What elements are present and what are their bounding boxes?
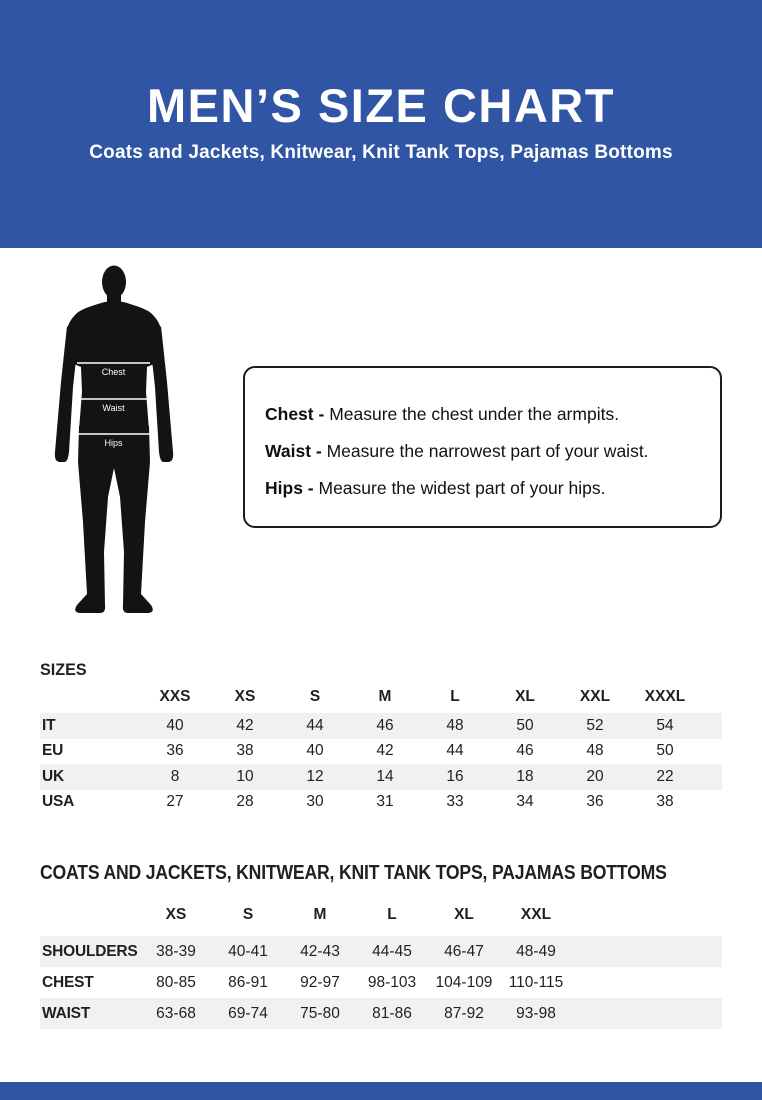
row-label: EU	[42, 742, 64, 760]
sizes-heading: SIZES	[40, 660, 87, 679]
size-value: 42	[236, 716, 254, 734]
size-value: 16	[446, 767, 464, 785]
size-value: 54	[656, 716, 674, 734]
table-row-shoulders	[40, 936, 722, 967]
col-header: XS	[234, 688, 256, 705]
measure-value: 87-92	[444, 1004, 484, 1022]
measure-value: 104-109	[435, 973, 493, 991]
size-value: 28	[236, 793, 254, 811]
table-row-chest	[40, 967, 722, 998]
page-subtitle: Coats and Jackets, Knitwear, Knit Tank Tops, Pajamas Bottoms	[89, 142, 673, 163]
size-value: 48	[586, 742, 604, 760]
male-silhouette-graphic	[50, 262, 178, 622]
hips-line-label: Hips	[104, 438, 123, 448]
body-silhouette	[50, 262, 178, 622]
garment-table-heading: COATS AND JACKETS, KNITWEAR, KNIT TANK TOPS, PAJAMAS BOTTOMS	[40, 862, 667, 884]
col-header: M	[378, 688, 392, 705]
size-value: 44	[446, 742, 464, 760]
col-header: XXS	[159, 688, 191, 705]
instruction-hips-term: Hips -	[265, 478, 314, 498]
size-value: 36	[586, 793, 604, 811]
size-value: 50	[656, 742, 674, 760]
size-value: 44	[306, 716, 324, 734]
sizes-header-row	[40, 686, 722, 708]
measure-value: 81-86	[372, 1004, 412, 1022]
instruction-waist-text: Measure the narrowest part of your waist.	[326, 441, 649, 461]
size-value: 52	[586, 716, 604, 734]
measure-value: 93-98	[516, 1004, 556, 1022]
size-value: 8	[170, 767, 180, 785]
measure-value: 92-97	[300, 973, 340, 991]
size-value: 30	[306, 793, 324, 811]
col-header: M	[313, 906, 327, 923]
measure-value: 38-39	[156, 942, 196, 960]
measure-value: 40-41	[228, 942, 268, 960]
measure-value: 75-80	[300, 1004, 340, 1022]
garment-measurements-table	[40, 903, 722, 1029]
silhouette-right-arm	[150, 326, 173, 462]
col-header: XXL	[579, 688, 611, 705]
measure-value: 42-43	[300, 942, 340, 960]
size-value: 40	[306, 742, 324, 760]
measure-value: 46-47	[444, 942, 484, 960]
measure-value: 86-91	[228, 973, 268, 991]
measure-instructions-box	[243, 366, 722, 528]
measure-value: 98-103	[367, 973, 417, 991]
col-header: S	[309, 688, 321, 705]
col-header: XXL	[520, 906, 552, 923]
size-value: 46	[376, 716, 394, 734]
size-value: 38	[656, 793, 674, 811]
instruction-hips	[265, 478, 702, 499]
row-label: CHEST	[42, 973, 94, 991]
measure-value: 48-49	[516, 942, 556, 960]
instruction-chest	[265, 404, 702, 425]
col-header: S	[242, 906, 254, 923]
col-header: XS	[165, 906, 187, 923]
size-value: 46	[516, 742, 534, 760]
size-value: 50	[516, 716, 534, 734]
size-value: 38	[236, 742, 254, 760]
instruction-waist	[265, 441, 702, 462]
size-value: 31	[376, 793, 394, 811]
instruction-waist-term: Waist -	[265, 441, 322, 461]
size-value: 14	[376, 767, 394, 785]
chest-line-label: Chest	[101, 367, 126, 377]
garment-header-row	[40, 903, 722, 927]
silhouette-left-arm	[55, 326, 78, 462]
measure-value: 69-74	[228, 1004, 268, 1022]
size-value: 22	[656, 767, 674, 785]
measure-value: 110-115	[508, 973, 564, 991]
waist-line-label: Waist	[102, 403, 125, 413]
row-label: WAIST	[42, 1004, 91, 1022]
silhouette-legs	[75, 426, 153, 613]
col-header: XL	[515, 688, 535, 705]
measure-value: 44-45	[372, 942, 412, 960]
size-value: 42	[376, 742, 394, 760]
table-row-it	[40, 713, 722, 739]
size-value: 33	[446, 793, 464, 811]
col-header: XXXL	[644, 688, 686, 705]
table-row-usa	[40, 790, 722, 816]
col-header: L	[450, 688, 460, 705]
size-value: 27	[166, 793, 184, 811]
instruction-chest-term: Chest -	[265, 404, 325, 424]
instruction-chest-text: Measure the chest under the armpits.	[329, 404, 620, 424]
measure-value: 80-85	[156, 973, 196, 991]
row-label: USA	[42, 793, 75, 811]
size-value: 12	[306, 767, 324, 785]
row-label: UK	[42, 767, 64, 785]
size-value: 36	[166, 742, 184, 760]
table-row-uk	[40, 764, 722, 790]
col-header: XL	[454, 906, 474, 923]
header-banner	[0, 0, 762, 248]
size-value: 40	[166, 716, 184, 734]
size-value: 20	[586, 767, 604, 785]
instruction-hips-text: Measure the widest part of your hips.	[318, 478, 606, 498]
table-row-waist	[40, 998, 722, 1029]
table-row-eu	[40, 739, 722, 765]
col-header: L	[387, 906, 397, 923]
size-value: 34	[516, 793, 534, 811]
footer-bar	[0, 1082, 762, 1100]
size-value: 18	[516, 767, 534, 785]
size-value: 48	[446, 716, 464, 734]
measure-value: 63-68	[156, 1004, 196, 1022]
size-value: 10	[236, 767, 254, 785]
row-label: IT	[42, 716, 56, 734]
row-label: SHOULDERS	[42, 942, 138, 960]
sizes-table	[40, 686, 722, 815]
page-title: MEN’S SIZE CHART	[147, 79, 615, 132]
